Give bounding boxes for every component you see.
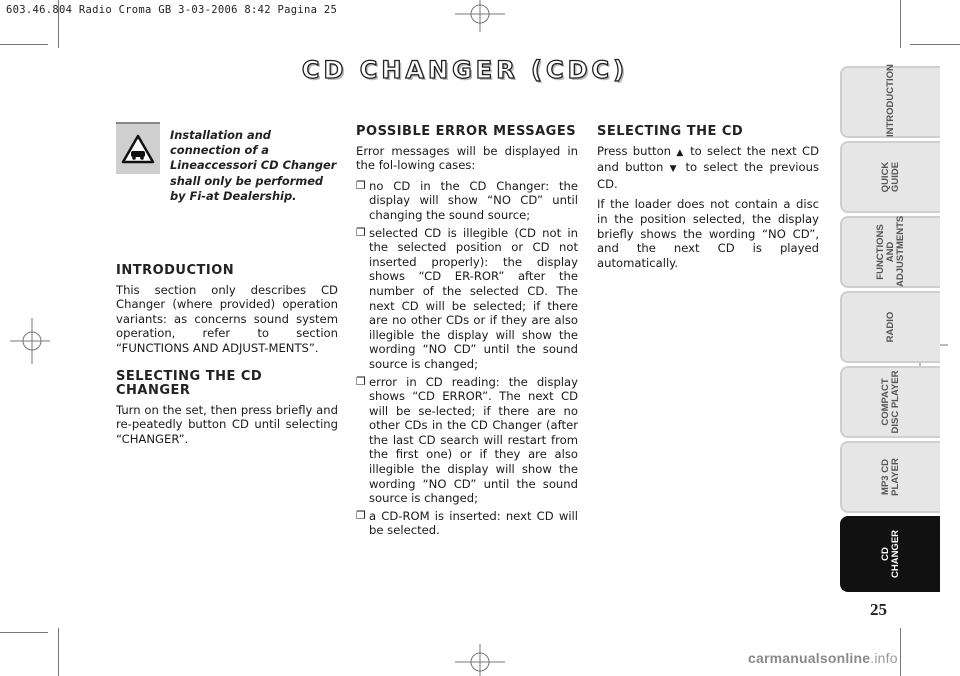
page-title: CD CHANGER (CDC) [301,56,629,84]
page-number: 25 [870,600,887,619]
checkbox-bullet-icon: ❐ [356,178,366,192]
crop-mark [0,632,48,633]
error-messages-intro: Error messages will be displayed in the fol-lowing cases: [356,143,578,173]
checkbox-bullet-icon: ❐ [356,374,366,388]
column-right [597,125,819,276]
tab-compact-disc-player[interactable]: COMPACT DISC PLAYER [840,366,940,438]
crop-mark [0,44,48,45]
crop-mark [58,628,59,676]
list-item: ❐ selected CD is illegible (CD not in the selected position or CD not inserted properly): the display shows “CD ER-ROR” after the number of the selected CD. The next CD will be selected; if there are no other CDs or if they are also illegible the display will show the wording “NO CD” until the sound source is changed; [356,225,578,371]
registration-mark [10,318,50,364]
tab-quick-guide[interactable]: QUICK GUIDE [840,141,940,213]
column-middle [356,125,578,541]
warning-box [116,122,160,174]
warning-triangle-icon [121,134,155,164]
checkbox-bullet-icon: ❐ [356,225,366,239]
registration-mark [455,0,505,32]
error-messages-heading: POSSIBLE ERROR MESSAGES [356,124,577,139]
list-item: ❐ error in CD reading: the display shows “CD ERROR”. The next CD will be se-lected; if there are no other CDs in the CD Changer (after the last CD search will restart from the first one) or if they are also illegible the display will show the wording “NO CD” until the sound source is changed; [356,374,578,506]
down-arrow-icon: ▼ [669,164,680,175]
tab-cd-changer[interactable]: CD CHANGER [840,516,940,592]
print-slug: 603.46.804 Radio Croma GB 3-03-2006 8:42 Pagina 25 [6,4,338,16]
error-list [356,179,578,538]
introduction-text: This section only describes CD Changer (where provided) operation variants: as concerns sound system operation, refer to section “FUNCTIONS AND ADJUST-MENTS”. [116,282,338,355]
selecting-cd-text: Press button ▲ to select the next CD and button ▼ to select the previous CD. [597,143,820,191]
tab-mp3-cd-player[interactable]: MP3 CD PLAYER [840,441,940,513]
selecting-cd-text-2: If the loader does not contain a disc in the position selected, the display briefly shows the wording “NO CD”, and the next CD is played automatically. [597,197,819,270]
selecting-changer-text: Turn on the set, then press briefly and re-peatedly button CD until selecting “CHANGER”. [116,402,338,446]
warning-text: Installation and connection of a Lineaccessori CD Changer shall only be performed by Fi-at Dealership. [170,128,337,203]
footer-watermark: carmanualsonline.info [748,650,898,666]
column-left [116,264,338,453]
introduction-heading: INTRODUCTION [116,263,235,278]
tab-radio[interactable]: RADIO [840,291,940,363]
crop-mark [910,44,960,45]
crop-mark [900,0,901,48]
list-item: ❐ a CD-ROM is inserted: next CD will be selected. [356,508,578,538]
checkbox-bullet-icon: ❐ [356,508,366,522]
registration-mark [455,644,505,676]
selecting-changer-heading: SELECTING THE CD CHANGER [116,368,263,399]
tab-functions-adjustments[interactable]: FUNCTIONS AND ADJUSTMENTS [840,216,940,288]
tab-introduction[interactable]: INTRODUCTION [840,66,940,138]
up-arrow-icon: ▲ [676,147,685,158]
list-item: ❐ no CD in the CD Changer: the display will show “NO CD” until changing the sound source; [356,178,578,222]
selecting-cd-heading: SELECTING THE CD [597,124,744,139]
crop-mark [900,628,901,676]
